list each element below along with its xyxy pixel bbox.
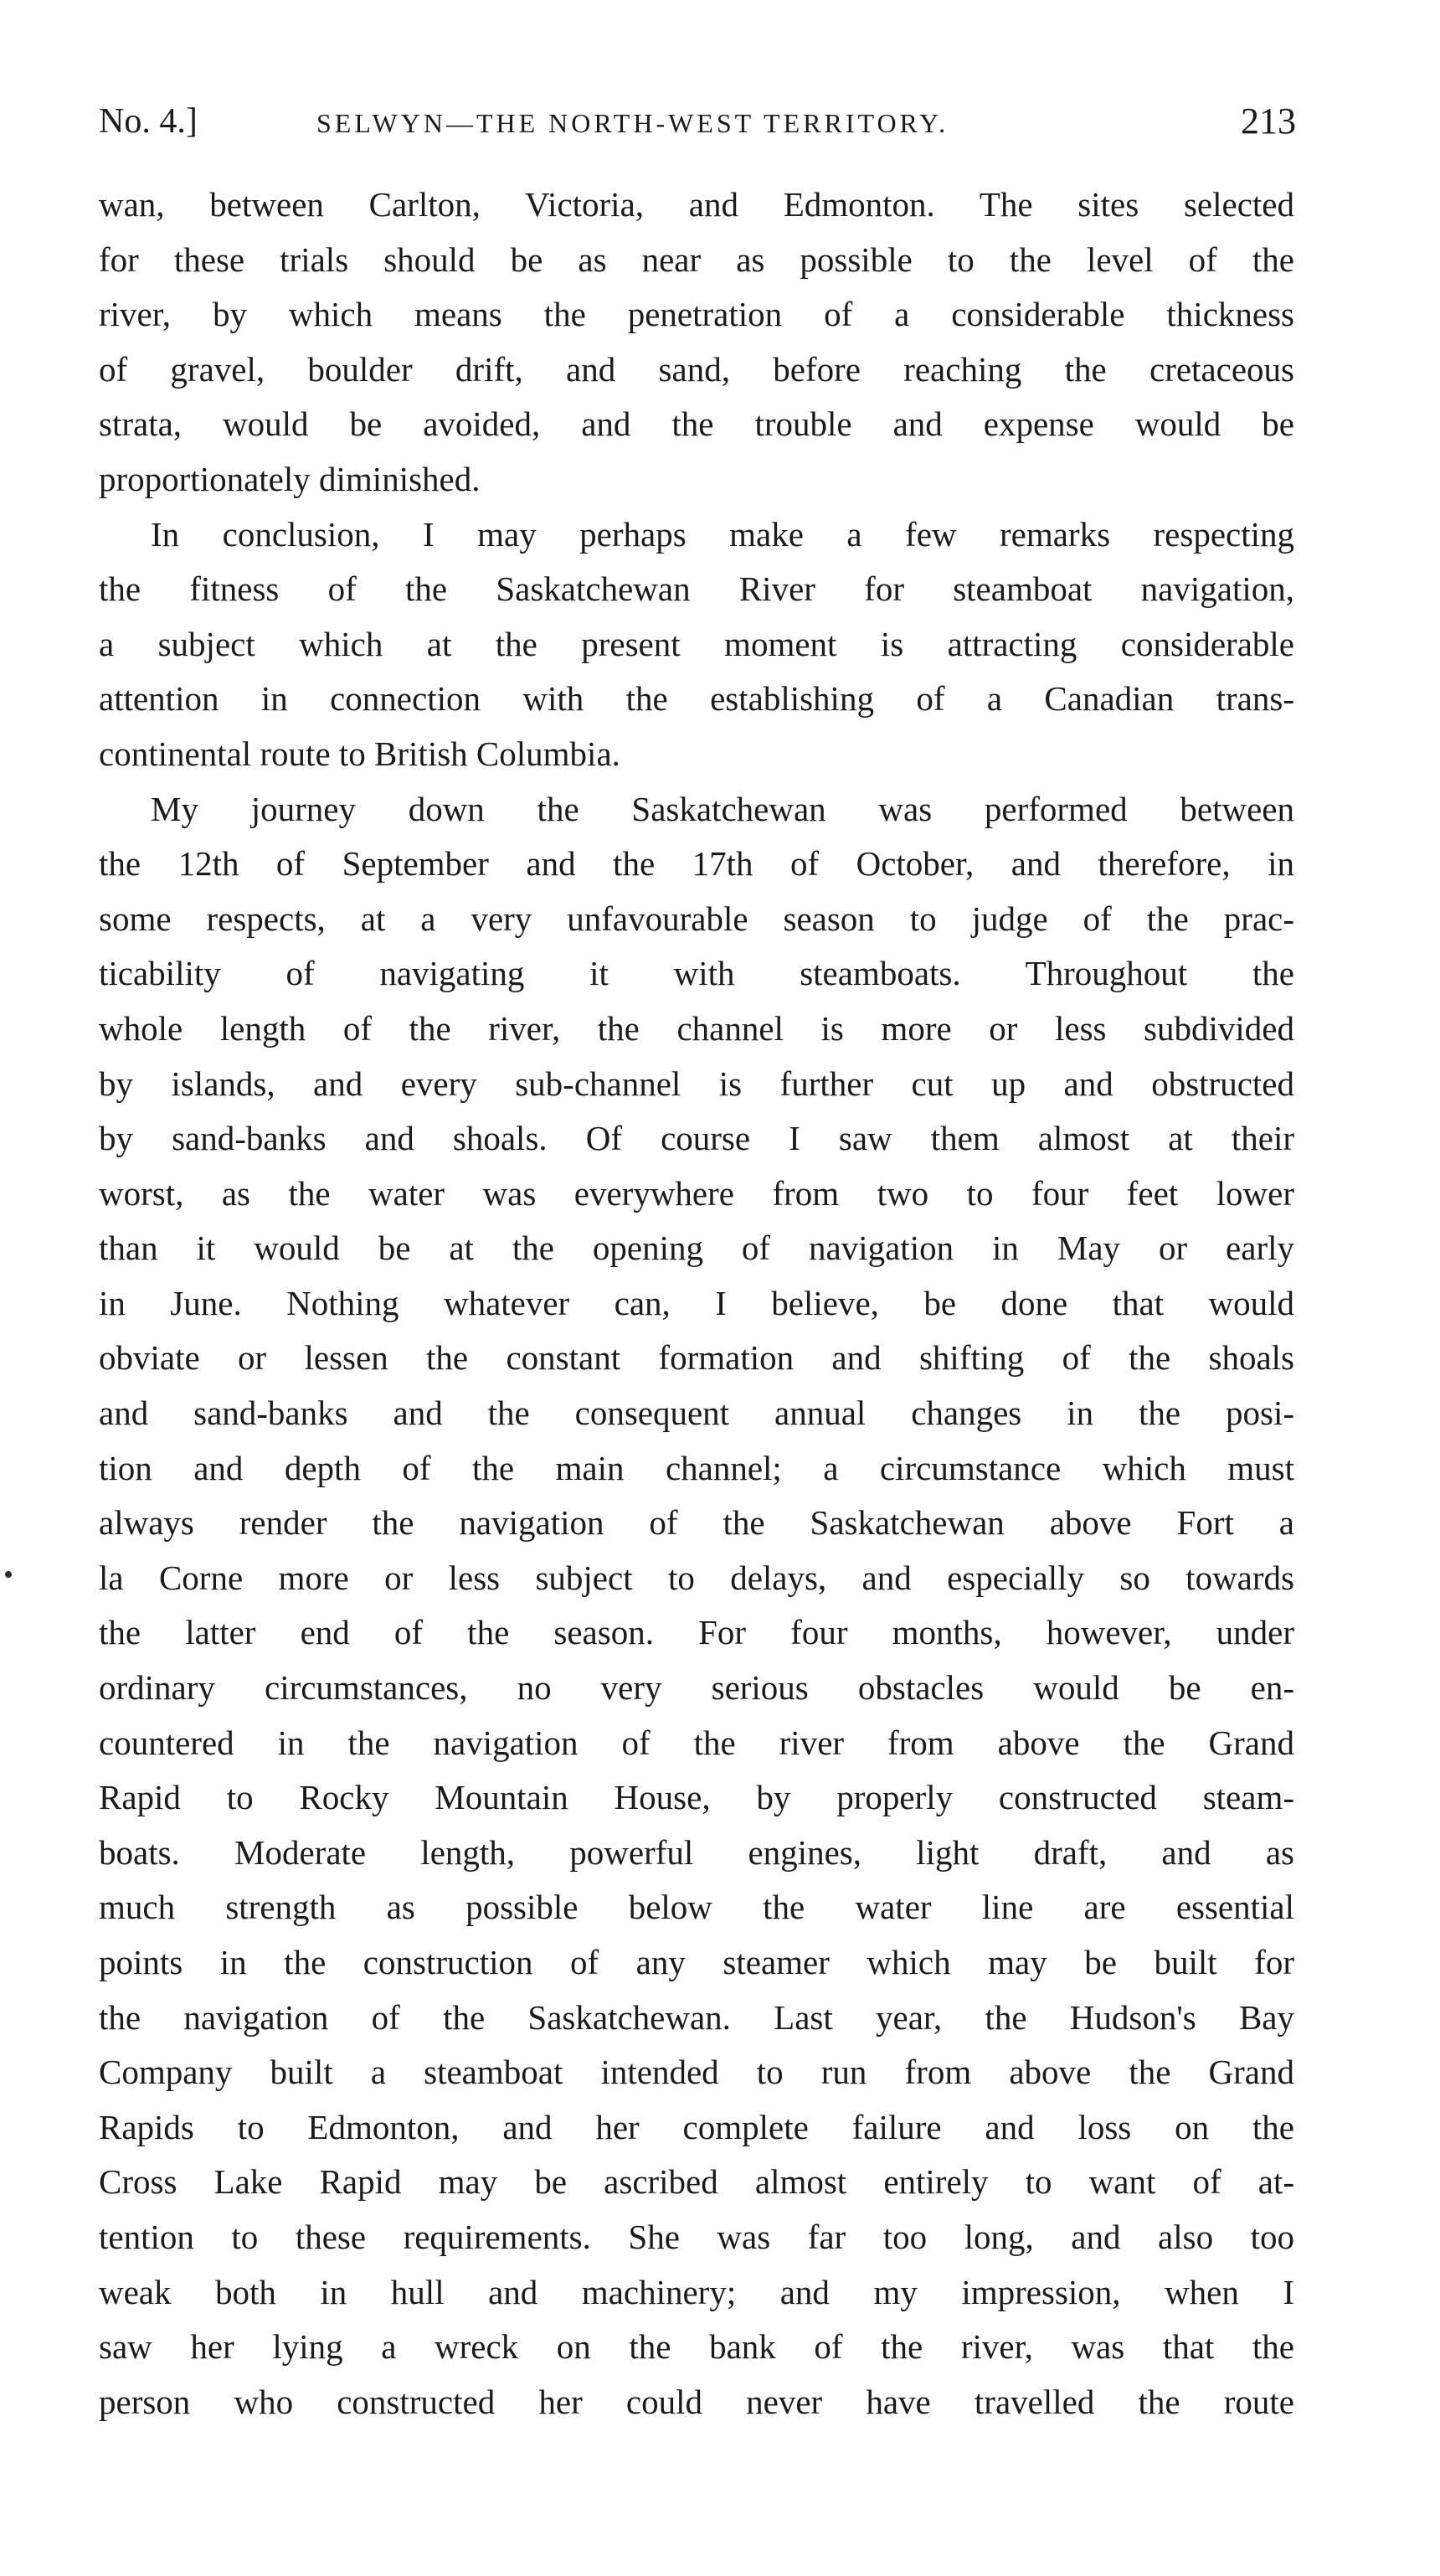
text-line: boats. Moderate length, powerful engines, light draft, and as	[99, 1832, 1294, 1872]
text-line: whole length of the river, the channel is more or less subdivided	[99, 1008, 1294, 1048]
text-line: a subject which at the present moment is attracting considerable	[99, 624, 1294, 663]
text-line: ticability of navigating it with steamboats. Throughout the	[99, 954, 1294, 993]
body-text	[99, 178, 1294, 2429]
text-line: the navigation of the Saskatchewan. Last year, the Hudson's Bay	[99, 1997, 1294, 2037]
text-line: obviate or lessen the constant formation and shifting of the shoals	[99, 1338, 1294, 1378]
text-line: tention to these requirements. She was far too long, and also too	[99, 2217, 1294, 2256]
page-number: 213	[1241, 100, 1296, 142]
text-line: person who constructed her could never have travelled the route	[99, 2382, 1294, 2421]
running-title: SELWYN—THE NORTH-WEST TERRITORY.	[316, 108, 949, 138]
text-line: proportionately diminished.	[99, 459, 481, 498]
text-line: tion and depth of the main channel; a circumstance which must	[99, 1448, 1294, 1487]
running-header	[99, 92, 1296, 151]
text-line: countered in the navigation of the river from above the Grand	[99, 1723, 1294, 1762]
text-line: ordinary circumstances, no very serious obstacles would be en-	[99, 1668, 1294, 1708]
text-line: by islands, and every sub-channel is further cut up and obstructed	[99, 1064, 1294, 1103]
issue-number: No. 4.]	[99, 102, 198, 141]
text-line: by sand-banks and shoals. Of course I saw them almost at their	[99, 1119, 1294, 1158]
text-line: Cross Lake Rapid may be ascribed almost entirely to want of at-	[99, 2162, 1294, 2202]
text-line: Company built a steamboat intended to run from above the Grand	[99, 2053, 1294, 2092]
text-line: attention in connection with the establishing of a Canadian trans-	[99, 679, 1294, 719]
text-line: river, by which means the penetration of a considerable thickness	[99, 295, 1294, 334]
text-line: Rapids to Edmonton, and her complete failure and loss on the	[99, 2107, 1294, 2146]
text-line: always render the navigation of the Saskatchewan above Fort a	[99, 1503, 1294, 1543]
text-line: the 12th of September and the 17th of October, and therefore, in	[99, 844, 1294, 884]
text-line: some respects, at a very unfavourable season to judge of the prac-	[99, 899, 1294, 938]
text-line: the latter end of the season. For four months, however, under	[99, 1613, 1294, 1652]
text-line: much strength as possible below the water line are essential	[99, 1888, 1294, 1927]
stray-ink-dot	[5, 1571, 12, 1578]
text-line: points in the construction of any steamer which may be built for	[99, 1943, 1294, 1981]
text-line: la Corne more or less subject to delays, and especially so towards	[99, 1558, 1294, 1597]
text-line: wan, between Carlton, Victoria, and Edmonton. The sites selected	[99, 185, 1294, 224]
text-line: continental route to British Columbia.	[99, 734, 620, 773]
text-line: weak both in hull and machinery; and my impression, when I	[99, 2272, 1294, 2311]
text-line: strata, would be avoided, and the trouble and expense would be	[99, 404, 1294, 444]
paragraph-start-line: In conclusion, I may perhaps make a few remarks respecting	[151, 514, 1294, 554]
text-line: the fitness of the Saskatchewan River for steamboat navigation,	[99, 569, 1294, 609]
text-line: and sand-banks and the consequent annual changes in the posi-	[99, 1394, 1294, 1433]
text-line: of gravel, boulder drift, and sand, before reaching the cretaceous	[99, 349, 1294, 389]
text-line: for these trials should be as near as possible to the level of the	[99, 240, 1294, 279]
text-line: saw her lying a wreck on the bank of the river, was that the	[99, 2327, 1294, 2367]
paragraph-start-line: My journey down the Saskatchewan was performed between	[151, 789, 1294, 828]
text-line: in June. Nothing whatever can, I believe, be done that would	[99, 1283, 1294, 1322]
text-line: Rapid to Rocky Mountain House, by properly constructed steam-	[99, 1778, 1294, 1817]
text-line: worst, as the water was everywhere from two to four feet lower	[99, 1173, 1294, 1213]
text-line: than it would be at the opening of navigation in May or early	[99, 1229, 1294, 1268]
